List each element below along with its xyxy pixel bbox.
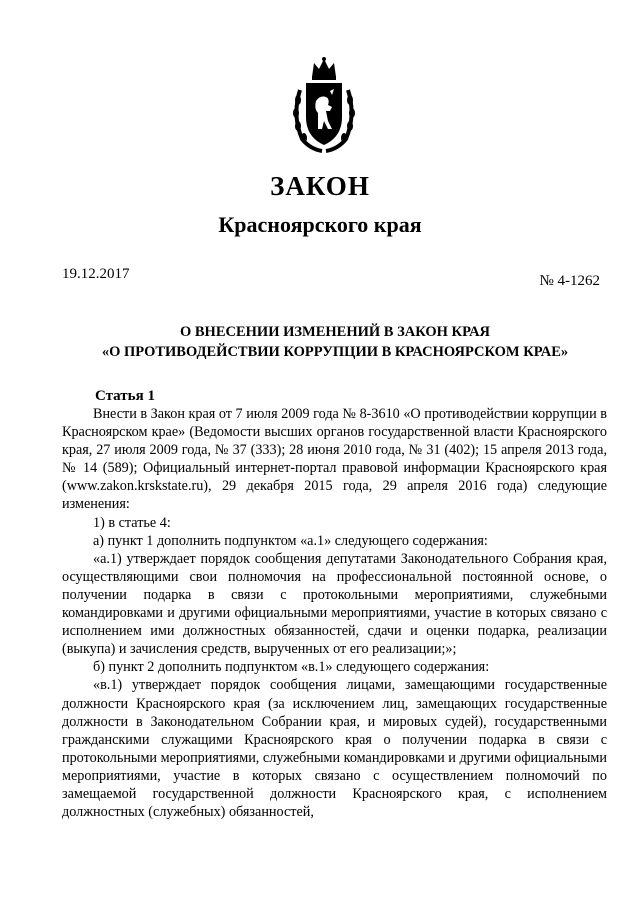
law-heading bbox=[60, 322, 610, 362]
paragraph-item-a: а) пункт 1 дополнить подпунктом «а.1» следующего содержания: bbox=[93, 532, 488, 549]
heading-line-2: «О ПРОТИВОДЕЙСТВИИ КОРРУПЦИИ В КРАСНОЯРСКОМ КРАЕ» bbox=[101, 344, 569, 360]
article-body bbox=[62, 405, 607, 821]
law-region: Красноярского края bbox=[218, 212, 422, 237]
law-date: 19.12.2017 bbox=[62, 266, 130, 282]
paragraph-intro: Внести в Закон края от 7 июля 2009 года № 8-3610 «О противодействии коррупции в Красноярском крае» (Ведомости высших органов государственной власти Красноярского края, 27 июля 2009 года, № 37 (333); 28 июня 2010 года, № 31 (402); 15 апреля 2013 года, № 14 (589); Официальный интернет-портал правовой информации Красноярского края (www.zakon.krskstate.ru), 29 декабря 2015 года, 29 апреля 2016 года) следующие изменения: bbox=[62, 406, 607, 513]
law-number: № 4-1262 bbox=[539, 273, 600, 289]
coat-of-arms-emblem bbox=[290, 55, 358, 155]
law-title: ЗАКОН bbox=[270, 171, 370, 201]
paragraph-quote-a1: «а.1) утверждает порядок сообщения депутатами Законодательного Собрания края, осуществляющими свои полномочия на профессиональной постоянной основе, о получении подарка в связи с протокольными мероприятиями, служебными командировками и другими официальными мероприятиями, участие в которых связано с исполнением ими должностных обязанностей, сдачи и оценки подарка, реализации (выкупа) и зачисления средств, вырученных от его реализации;»; bbox=[62, 550, 607, 658]
paragraph-item-1: 1) в статье 4: bbox=[93, 514, 171, 531]
paragraph-item-b: б) пункт 2 дополнить подпунктом «в.1» следующего содержания: bbox=[93, 659, 490, 676]
heading-line-1: О ВНЕСЕНИИ ИЗМЕНЕНИЙ В ЗАКОН КРАЯ bbox=[179, 324, 491, 340]
paragraph-quote-v1: «в.1) утверждает порядок сообщения лицами, замещающими государственные должности Красноярского края (за исключением лиц, замещающих государственные должности в Законодательном Собрании края, и мировых судей), государственными гражданскими служащими Красноярского края о получении подарка в связи с протокольными мероприятиями, служебными командировками и другими официальными мероприятиями, участие в которых связано с осуществлением полномочий по замещаемой государственной должности Красноярского края, с исполнением должностных (служебных) обязанностей, bbox=[62, 677, 607, 821]
article-title: Статья 1 bbox=[95, 388, 155, 404]
